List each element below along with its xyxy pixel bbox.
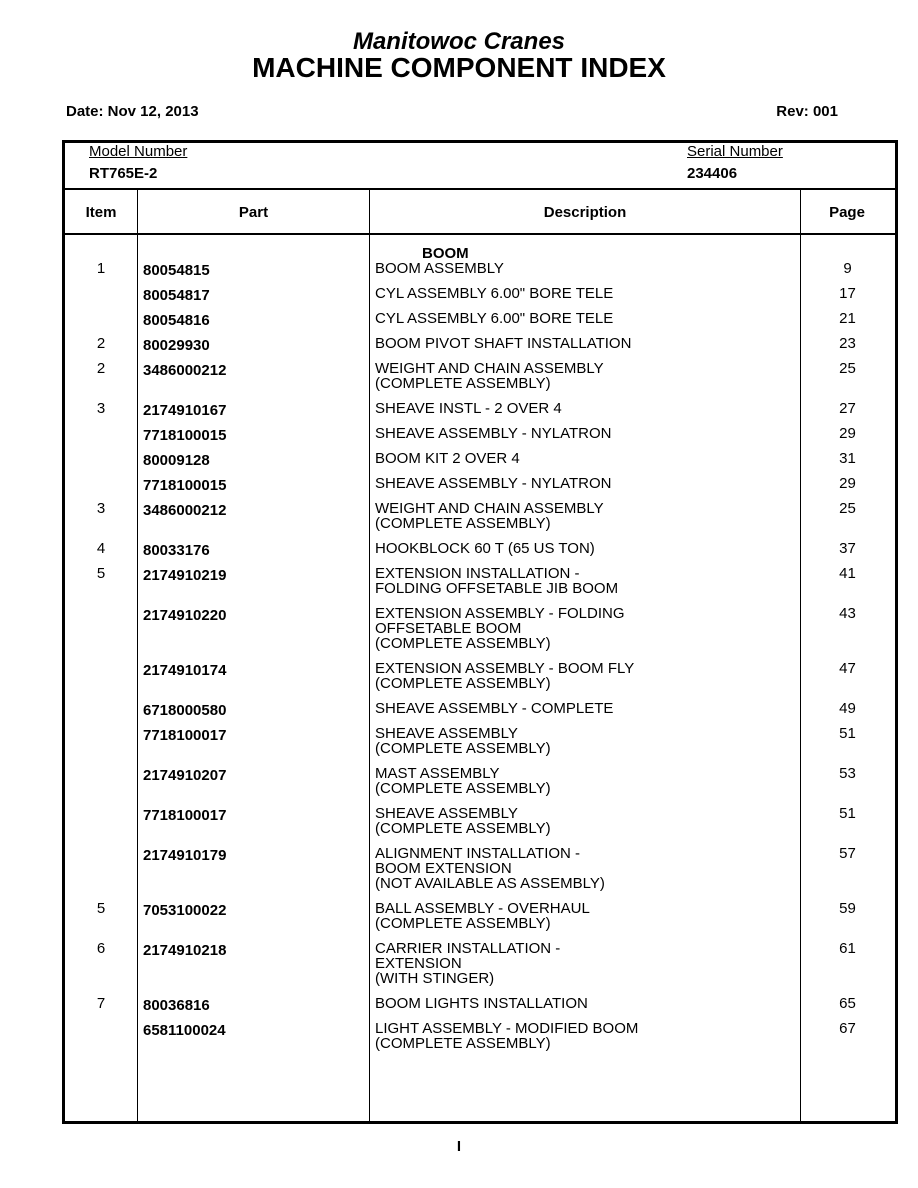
description-line: CARRIER INSTALLATION - — [375, 940, 561, 957]
description-line: (COMPLETE ASSEMBLY) — [375, 1035, 551, 1052]
page-reference: 27 — [839, 400, 856, 417]
item-number: 7 — [96, 995, 106, 1012]
part-number: 2174910167 — [143, 402, 227, 419]
part-description — [375, 766, 551, 796]
description-line: SHEAVE ASSEMBLY - NYLATRON — [375, 475, 612, 492]
part-description — [375, 941, 560, 986]
part-description — [375, 901, 590, 931]
page-reference: 25 — [839, 360, 856, 377]
part-number: 2174910174 — [143, 662, 227, 679]
description-line: (COMPLETE ASSEMBLY) — [375, 515, 551, 532]
item-number: 4 — [96, 540, 106, 557]
description-line: (COMPLETE ASSEMBLY) — [375, 635, 551, 652]
part-description — [375, 476, 611, 491]
page-reference: 23 — [839, 335, 856, 352]
page-reference: 31 — [839, 450, 856, 467]
page-reference: 29 — [839, 425, 856, 442]
column-divider-part — [369, 189, 370, 1121]
part-description — [375, 996, 588, 1011]
part-number: 80054817 — [143, 287, 210, 304]
description-line: EXTENSION ASSEMBLY - BOOM FLY — [375, 660, 635, 677]
part-description — [375, 566, 618, 596]
part-number: 6718000580 — [143, 702, 227, 719]
description-line: SHEAVE ASSEMBLY - COMPLETE — [375, 700, 614, 717]
column-header-description: Description — [543, 204, 627, 221]
description-line: BOOM LIGHTS INSTALLATION — [375, 995, 588, 1012]
page-reference: 49 — [839, 700, 856, 717]
part-number: 3486000212 — [143, 362, 227, 379]
part-number: 2174910218 — [143, 942, 227, 959]
description-line: CYL ASSEMBLY 6.00" BORE TELE — [375, 310, 614, 327]
part-number: 2174910219 — [143, 567, 227, 584]
description-line: (COMPLETE ASSEMBLY) — [375, 675, 551, 692]
part-number: 80029930 — [143, 337, 210, 354]
part-description — [375, 361, 604, 391]
description-line: BOOM EXTENSION — [375, 860, 512, 877]
part-description — [375, 846, 605, 891]
description-line: EXTENSION — [375, 955, 462, 972]
page-reference: 61 — [839, 940, 856, 957]
page-reference: 65 — [839, 995, 856, 1012]
item-number: 3 — [96, 400, 106, 417]
part-description — [375, 661, 634, 691]
page-reference: 25 — [839, 500, 856, 517]
page-reference: 17 — [839, 285, 856, 302]
page-reference: 51 — [839, 805, 856, 822]
description-line: (COMPLETE ASSEMBLY) — [375, 375, 551, 392]
description-line: (COMPLETE ASSEMBLY) — [375, 820, 551, 837]
description-line: HOOKBLOCK 60 T (65 US TON) — [375, 540, 595, 557]
description-line: BOOM ASSEMBLY — [375, 260, 504, 277]
part-number: 3486000212 — [143, 502, 227, 519]
part-description — [375, 726, 551, 756]
column-divider-description — [800, 189, 801, 1121]
part-description — [375, 806, 551, 836]
part-description — [375, 261, 504, 276]
description-line: BOOM KIT 2 OVER 4 — [375, 450, 520, 467]
page-reference: 59 — [839, 900, 856, 917]
part-description — [375, 1021, 638, 1051]
page-reference: 51 — [839, 725, 856, 742]
description-line: SHEAVE ASSEMBLY — [375, 725, 518, 742]
part-description — [375, 501, 604, 531]
part-description — [375, 426, 611, 441]
page-number: I — [456, 1138, 462, 1155]
part-description — [375, 606, 625, 651]
page-reference: 41 — [839, 565, 856, 582]
column-divider-item — [137, 189, 138, 1121]
part-description — [375, 451, 520, 466]
part-description — [375, 701, 613, 716]
company-name: Manitowoc Cranes — [352, 28, 566, 55]
part-description — [375, 401, 562, 416]
part-description — [375, 336, 631, 351]
description-line: FOLDING OFFSETABLE JIB BOOM — [375, 580, 619, 597]
page-reference: 53 — [839, 765, 856, 782]
document-title: MACHINE COMPONENT INDEX — [252, 52, 666, 83]
description-line: BOOM PIVOT SHAFT INSTALLATION — [375, 335, 632, 352]
page-reference: 43 — [839, 605, 856, 622]
description-line: (WITH STINGER) — [375, 970, 495, 987]
column-header-page: Page — [829, 204, 865, 221]
item-number: 3 — [96, 500, 106, 517]
part-number: 7053100022 — [143, 902, 227, 919]
description-line: (NOT AVAILABLE AS ASSEMBLY) — [375, 875, 605, 892]
page-reference: 21 — [839, 310, 856, 327]
serial-number-value: 234406 — [687, 165, 738, 182]
description-line: EXTENSION INSTALLATION - — [375, 565, 580, 582]
document-date: Date: Nov 12, 2013 — [66, 103, 199, 120]
item-number: 6 — [96, 940, 106, 957]
part-description — [375, 286, 613, 301]
item-number: 5 — [96, 565, 106, 582]
part-number: 7718100015 — [143, 477, 227, 494]
page-reference: 47 — [839, 660, 856, 677]
item-number: 5 — [96, 900, 106, 917]
document-revision: Rev: 001 — [776, 103, 838, 120]
item-number: 2 — [96, 335, 106, 352]
part-number: 2174910179 — [143, 847, 227, 864]
description-line: WEIGHT AND CHAIN ASSEMBLY — [375, 360, 604, 377]
description-line: (COMPLETE ASSEMBLY) — [375, 740, 551, 757]
model-number-label: Model Number — [89, 143, 188, 160]
description-line: (COMPLETE ASSEMBLY) — [375, 780, 551, 797]
page-reference: 37 — [839, 540, 856, 557]
part-description — [375, 311, 613, 326]
description-line: CYL ASSEMBLY 6.00" BORE TELE — [375, 285, 614, 302]
part-number: 7718100017 — [143, 807, 227, 824]
part-description — [375, 541, 595, 556]
description-line: EXTENSION ASSEMBLY - FOLDING — [375, 605, 625, 622]
part-number: 80009128 — [143, 452, 210, 469]
description-line: SHEAVE INSTL - 2 OVER 4 — [375, 400, 562, 417]
item-number: 1 — [96, 260, 106, 277]
part-number: 80054816 — [143, 312, 210, 329]
description-line: BALL ASSEMBLY - OVERHAUL — [375, 900, 590, 917]
page-reference: 29 — [839, 475, 856, 492]
description-line: (COMPLETE ASSEMBLY) — [375, 915, 551, 932]
model-number-value: RT765E-2 — [89, 165, 158, 182]
description-line: MAST ASSEMBLY — [375, 765, 500, 782]
page-reference: 67 — [839, 1020, 856, 1037]
column-header-item: Item — [85, 204, 117, 221]
description-line: ALIGNMENT INSTALLATION - — [375, 845, 581, 862]
part-number: 7718100017 — [143, 727, 227, 744]
part-number: 6581100024 — [143, 1022, 226, 1039]
description-line: WEIGHT AND CHAIN ASSEMBLY — [375, 500, 604, 517]
page-reference: 57 — [839, 845, 856, 862]
column-header-divider — [65, 233, 895, 235]
column-header-part: Part — [238, 204, 269, 221]
item-number: 2 — [96, 360, 106, 377]
part-number: 80054815 — [143, 262, 210, 279]
part-number: 2174910220 — [143, 607, 227, 624]
description-line: SHEAVE ASSEMBLY - NYLATRON — [375, 425, 612, 442]
description-line: SHEAVE ASSEMBLY — [375, 805, 518, 822]
part-number: 80036816 — [143, 997, 210, 1014]
description-line: OFFSETABLE BOOM — [375, 620, 522, 637]
part-number: 2174910207 — [143, 767, 227, 784]
header-divider — [65, 188, 895, 190]
part-number: 7718100015 — [143, 427, 227, 444]
part-number: 80033176 — [143, 542, 210, 559]
page-reference: 9 — [843, 260, 852, 277]
section-heading: BOOM — [422, 245, 469, 262]
serial-number-label: Serial Number — [687, 143, 783, 160]
description-line: LIGHT ASSEMBLY - MODIFIED BOOM — [375, 1020, 639, 1037]
